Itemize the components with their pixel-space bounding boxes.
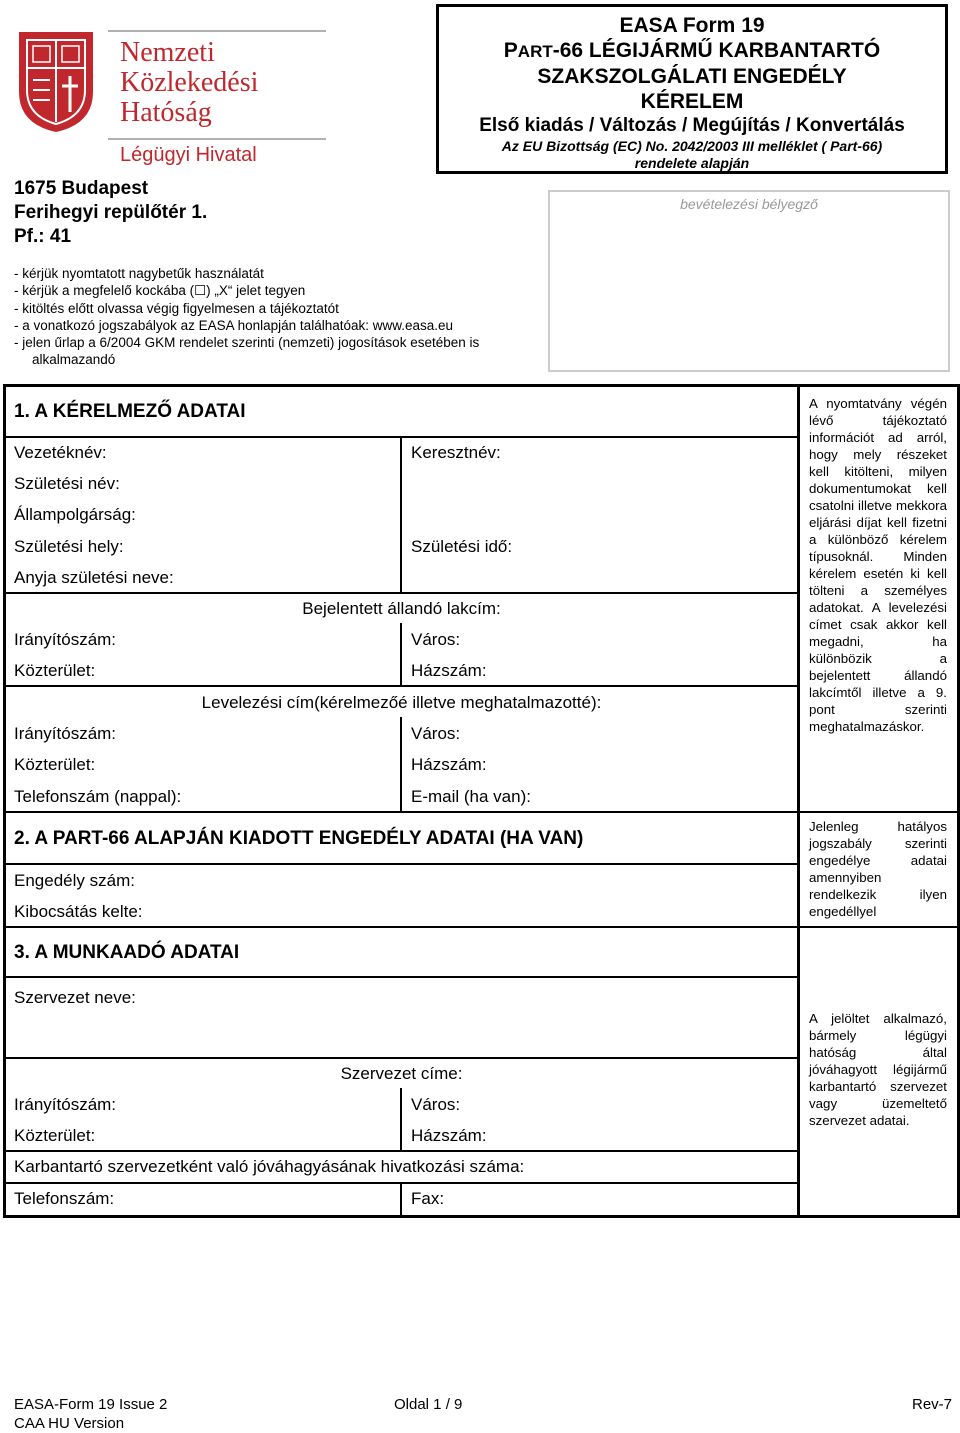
address-line2: Ferihegyi repülőtér 1.	[14, 202, 208, 223]
logo-divider-bottom	[108, 138, 326, 140]
footer-form-issue: EASA-Form 19 Issue 2	[14, 1396, 168, 1413]
field-szuletesi-nev[interactable]: Születési név:	[14, 474, 120, 493]
address-line3: Pf.: 41	[14, 226, 72, 247]
sidebar-note-personal: A nyomtatvány végén lévő tájékoztató információt ad arról, hogy mely részeket kell kitölteni, milyen dokumentumokat kell csatolni illetve mekkora eljárási díjat kell fizetni a különböző kérelem típusoknál. Minden kérelem esetén ki kell tölteni a személyes adatokat. A levelezési címet csak akkor kell megadni, ha különbözik a bejelentett állandó lakcímtől illetve a 9. pont szerinti meghatalmazáskor.	[809, 396, 947, 734]
field-iranyitoszam[interactable]: Irányítószám:	[14, 630, 117, 649]
divider	[6, 863, 797, 865]
sidebar-divider	[800, 926, 957, 928]
field-keresztnev[interactable]: Keresztnév:	[411, 443, 501, 462]
sidebar-note-employer: A jelöltet alkalmazó, bármely légügyi hatóság által jóváhagyott légijármű karbantartó szervezet vagy üzemeltető szervezet adatai.	[809, 1011, 947, 1128]
field-kozterulet-munkaado[interactable]: Közterület:	[14, 1126, 96, 1145]
column-divider	[400, 1088, 402, 1150]
instruction-item: - kérjük a megfelelő kockába (☐) „X“ jelet tegyen	[14, 283, 306, 299]
divider	[6, 811, 797, 813]
szervezet-cime-header: Szervezet címe:	[340, 1064, 463, 1083]
divider	[6, 976, 797, 978]
field-hazszam[interactable]: Házszám:	[411, 661, 487, 680]
form-title-box	[436, 4, 948, 174]
form-title-line7: rendelete alapján	[634, 155, 750, 171]
field-kozterulet[interactable]: Közterület:	[14, 661, 96, 680]
levelezesi-header: Levelezési cím(kérelmezőé illetve meghatalmazotté):	[201, 693, 602, 712]
instruction-item: - kérjük nyomtatott nagybetűk használatát	[14, 266, 264, 281]
footer-page-number: Oldal 1 / 9	[394, 1396, 463, 1413]
coat-of-arms-icon	[17, 28, 95, 134]
instructions	[14, 265, 544, 369]
logo-org-line1: Nemzeti	[120, 37, 215, 68]
lakcim-header: Bejelentett állandó lakcím:	[302, 599, 501, 618]
section1-title: 1. A KÉRELMEZŐ ADATAI	[14, 401, 246, 422]
field-anyja-neve[interactable]: Anyja születési neve:	[14, 568, 174, 587]
sidebar-separator	[797, 384, 800, 1218]
instruction-item: - jelen űrlap a 6/2004 GKM rendelet szerinti (nemzeti) jogosítások esetében is alkalmazandó	[14, 335, 480, 368]
field-telefon-munkaado[interactable]: Telefonszám:	[14, 1189, 115, 1208]
field-iranyitoszam-munkaado[interactable]: Irányítószám:	[14, 1095, 117, 1114]
section3-title: 3. A MUNKAADÓ ADATAI	[14, 942, 240, 963]
field-engedely-szam[interactable]: Engedély szám:	[14, 871, 135, 890]
section2-title: 2. A PART-66 ALAPJÁN KIADOTT ENGEDÉLY ADATAI (HA VAN)	[14, 828, 584, 849]
field-allampolgarsag[interactable]: Állampolgárság:	[14, 505, 136, 524]
field-vezeteknev[interactable]: Vezetéknév:	[14, 443, 107, 462]
sidebar-divider	[800, 811, 957, 813]
field-hazszam-munkaado[interactable]: Házszám:	[411, 1126, 487, 1145]
form-title-line2: PART-66 LÉGIJÁRMŰ KARBANTARTÓ	[503, 39, 881, 62]
field-varos-levelezesi[interactable]: Város:	[411, 724, 461, 743]
footer-revision: Rev-7	[912, 1396, 953, 1413]
divider	[6, 926, 797, 928]
column-divider	[400, 1182, 402, 1218]
instruction-item: - kitöltés előtt olvassa végig figyelmesen a tájékoztatót	[14, 300, 339, 316]
form-title-line3: SZAKSZOLGÁLATI ENGEDÉLY	[537, 65, 847, 88]
sidebar-note-license: Jelenleg hatályos jogszabály szerinti engedélye adatai amennyiben rendelkezik ilyen engedéllyel	[809, 819, 947, 919]
field-kibocsatas-kelte[interactable]: Kibocsátás kelte:	[14, 902, 143, 921]
stamp-label: bevételezési bélyegző	[680, 196, 818, 212]
field-varos[interactable]: Város:	[411, 630, 461, 649]
field-szuletesi-hely[interactable]: Születési hely:	[14, 537, 124, 556]
field-fax[interactable]: Fax:	[411, 1189, 445, 1208]
field-kozterulet-levelezesi[interactable]: Közterület:	[14, 755, 96, 774]
instruction-item: - a vonatkozó jogszabályok az EASA honlapján találhatóak: www.easa.eu	[14, 317, 454, 333]
divider	[6, 1150, 797, 1152]
footer-version: CAA HU Version	[14, 1415, 125, 1432]
divider	[6, 1057, 797, 1059]
field-email[interactable]: E-mail (ha van):	[411, 787, 531, 806]
field-varos-munkaado[interactable]: Város:	[411, 1095, 461, 1114]
divider	[6, 685, 797, 687]
column-divider	[400, 623, 402, 685]
column-divider	[400, 436, 402, 592]
form-title-line5: Első kiadás / Változás / Megújítás / Konvertálás	[479, 115, 905, 136]
stamp-box[interactable]	[548, 190, 950, 372]
field-iranyitoszam-levelezesi[interactable]: Irányítószám:	[14, 724, 117, 743]
form-title: EASA Form 19	[619, 14, 765, 37]
field-szuletesi-ido[interactable]: Születési idő:	[411, 537, 513, 556]
address-line1: 1675 Budapest	[14, 178, 149, 199]
field-hivatkozasi-szam[interactable]: Karbantartó szervezetként való jóváhagyásának hivatkozási száma:	[14, 1157, 525, 1176]
logo-org-line2: Közlekedési	[120, 67, 259, 98]
field-telefon[interactable]: Telefonszám (nappal):	[14, 787, 182, 806]
field-szervezet-neve[interactable]: Szervezet neve:	[14, 988, 136, 1007]
divider	[6, 592, 797, 594]
field-hazszam-levelezesi[interactable]: Házszám:	[411, 755, 487, 774]
logo-org-line3: Hatóság	[120, 97, 212, 128]
form-title-line4: KÉRELEM	[640, 90, 744, 113]
form-title-line6: Az EU Bizottság (EC) No. 2042/2003 III melléklet ( Part-66)	[501, 138, 883, 154]
column-divider	[400, 717, 402, 811]
logo-divider-top	[108, 30, 326, 32]
logo-subtitle: Légügyi Hivatal	[120, 144, 257, 166]
